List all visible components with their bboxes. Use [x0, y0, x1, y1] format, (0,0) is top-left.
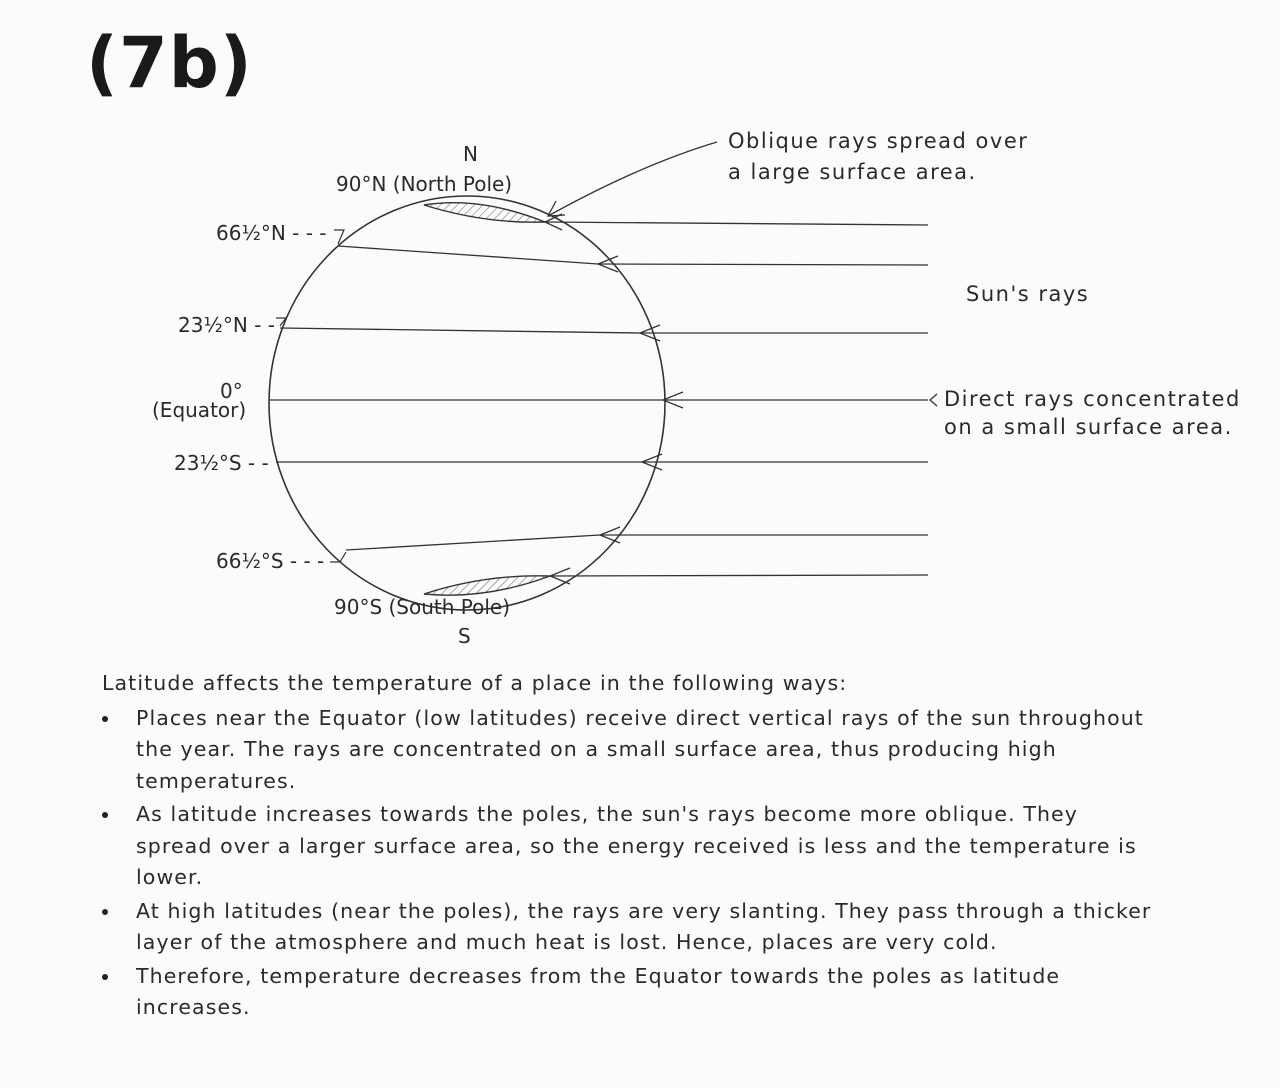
latitude-label-23s: 23½°S - -: [174, 451, 269, 475]
south-letter: S: [458, 624, 471, 648]
latitude-label-66s: 66½°S - - -: [216, 549, 325, 573]
latitude-label-23n: 23½°N - -: [178, 313, 275, 337]
point-text: Therefore, temperature decreases from the Equator towards the poles as latitude increases.: [136, 963, 1061, 1019]
latitude-line-66s: [346, 535, 600, 550]
page-title: (7b): [86, 22, 253, 104]
explanation-points: [102, 703, 1162, 1024]
south-pole-label: 90°S (South Pole): [334, 595, 511, 619]
list-item: [102, 961, 1162, 1024]
north-pole-label: 90°N (North Pole): [336, 172, 513, 196]
explanation-text: [102, 668, 1162, 1026]
oblique-rays-note-line1: Oblique rays spread over: [728, 129, 1029, 153]
bullet-dot: [102, 974, 108, 980]
list-item: [102, 896, 1162, 959]
point-text: Places near the Equator (low latitudes) receive direct vertical rays of the sun throughout the year. The rays are concentrated on a small surface area, thus producing high temperatures.: [136, 705, 1144, 793]
sun-rays: [545, 214, 928, 584]
north-letter: N: [463, 142, 478, 166]
equator-degree-label: 0°: [220, 379, 243, 403]
south-polar-cap: [424, 576, 550, 595]
equator-name-label: (Equator): [152, 398, 247, 422]
bullet-dot: [102, 909, 108, 915]
point-text: As latitude increases towards the poles, the sun's rays become more oblique. They spread over a larger surface area, so the energy received is less and the temperature is lower.: [136, 802, 1137, 889]
sun-rays-label: Sun's rays: [966, 282, 1090, 306]
latitude-line-66n: [338, 246, 598, 264]
oblique-pointer-arrow: [548, 142, 717, 216]
oblique-rays-note-line2: a large surface area.: [728, 160, 977, 184]
bullet-dot: [102, 812, 108, 818]
latitude-label-66n: 66½°N - - -: [216, 221, 327, 245]
list-item: [102, 703, 1162, 798]
direct-pointer-head: [930, 394, 937, 406]
explanation-intro: Latitude affects the temperature of a place in the following ways:: [102, 671, 848, 695]
list-item: [102, 799, 1162, 894]
bullet-dot: [102, 716, 108, 722]
point-text: At high latitudes (near the poles), the rays are very slanting. They pass through a thicker layer of the atmosphere and much heat is lost. Hence, places are very cold.: [136, 898, 1152, 954]
direct-rays-note-line1: Direct rays concentrated: [944, 387, 1241, 411]
direct-rays-note-line2: on a small surface area.: [944, 415, 1233, 439]
earth-globe: [269, 196, 665, 610]
latitude-line-23n: [280, 328, 640, 333]
